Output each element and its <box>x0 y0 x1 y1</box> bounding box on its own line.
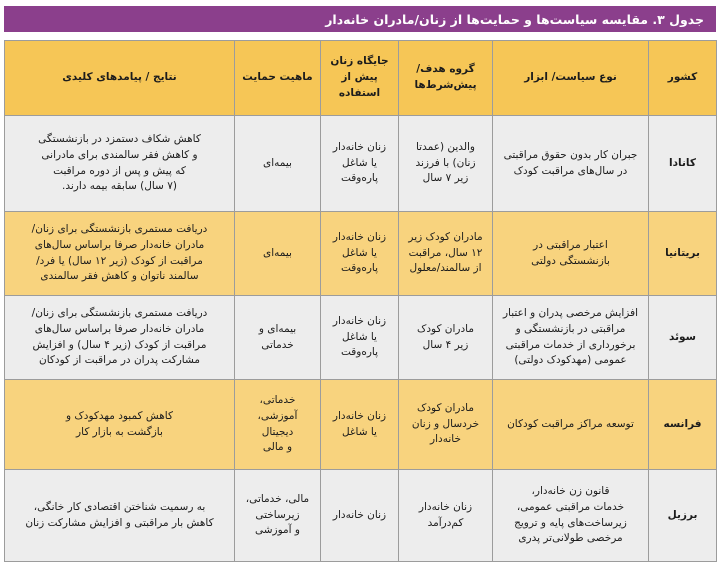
status-cell: زنان خانه‌دار یا شاغل پاره‌وقت <box>321 116 399 212</box>
outcome-cell: به رسمیت شناختن اقتصادی کار خانگی، کاهش بار مراقبتی و افزایش مشارکت زنان <box>5 470 235 562</box>
target-cell: والدین (عمدتا زنان) با فرزند زیر ۷ سال <box>399 116 493 212</box>
status-cell: زنان خانه‌دار <box>321 470 399 562</box>
policy-cell: قانون زن خانه‌دار، خدمات مراقبتی عمومی، زیرساخت‌های پایه و ترویج مرخصی طولانی‌تر پدری <box>493 470 649 562</box>
header-outcome: نتایج / پیامدهای کلیدی <box>5 41 235 116</box>
outcome-cell: کاهش کمبود مهدکودک و بازگشت به بازار کار <box>5 380 235 470</box>
country-cell: فرانسه <box>649 380 717 470</box>
header-status: جایگاه زنان پیش از استفاده <box>321 41 399 116</box>
target-cell: مادران کودک خردسال و زنان خانه‌دار <box>399 380 493 470</box>
nature-cell: خدماتی، آموزشی، دیجیتال و مالی <box>235 380 321 470</box>
header-country: کشور <box>649 41 717 116</box>
country-cell: برزیل <box>649 470 717 562</box>
header-policy: نوع سیاست/ ابزار <box>493 41 649 116</box>
status-cell: زنان خانه‌دار یا شاغل <box>321 380 399 470</box>
table-title: جدول ۳. مقایسه سیاست‌ها و حمایت‌ها از زنان/مادران خانه‌دار <box>4 6 716 32</box>
policy-cell: افزایش مرخصی پدران و اعتبار مراقبتی در بازنشستگی و برخورداری از خدمات مراقبتی عمومی (مهدکودک دولتی) <box>493 296 649 380</box>
nature-cell: بیمه‌ای و خدماتی <box>235 296 321 380</box>
outcome-cell: دریافت مستمری بازنشستگی برای زنان/ مادران خانه‌دار صرفا براساس سال‌های مراقبت از کودک (زیر ۱۲ سال) یا فرد/ سالمند ناتوان و کاهش فقر سالمندی <box>5 212 235 296</box>
target-cell: زنان خانه‌دار کم‌درآمد <box>399 470 493 562</box>
header-target: گروه هدف/ پیش‌شرط‌ها <box>399 41 493 116</box>
nature-cell: مالی، خدماتی، زیرساختی و آموزشی <box>235 470 321 562</box>
country-cell: کانادا <box>649 116 717 212</box>
table-row <box>5 116 717 212</box>
status-cell: زنان خانه‌دار یا شاغل پاره‌وقت <box>321 296 399 380</box>
status-cell: زنان خانه‌دار یا شاغل پاره‌وقت <box>321 212 399 296</box>
country-cell: بریتانیا <box>649 212 717 296</box>
header-row <box>5 41 717 116</box>
policy-cell: اعتبار مراقبتی در بازنشستگی دولتی <box>493 212 649 296</box>
country-cell: سوئد <box>649 296 717 380</box>
target-cell: مادران کودک زیر ۱۲ سال، مراقبت از سالمند/معلول <box>399 212 493 296</box>
table-row <box>5 212 717 296</box>
nature-cell: بیمه‌ای <box>235 212 321 296</box>
table-row <box>5 380 717 470</box>
table-row <box>5 296 717 380</box>
target-cell: مادران کودک زیر ۴ سال <box>399 296 493 380</box>
outcome-cell: کاهش شکاف دستمزد در بازنشستگی و کاهش فقر سالمندی برای مادرانی که پیش‌ ‌و پس از دوره مراقبت (۷ سال) سابقه بیمه دارند. <box>5 116 235 212</box>
header-nature: ماهیت حمایت <box>235 41 321 116</box>
policy-comparison-table <box>4 40 717 562</box>
policy-cell: توسعه مراکز مراقبت کودکان <box>493 380 649 470</box>
outcome-cell: دریافت مستمری بازنشستگی برای زنان/ مادران خانه‌دار صرفا براساس سال‌های مراقبت از کودک (زیر ۴ سال) و افزایش مشارکت پدران در مراقبت از کودکان <box>5 296 235 380</box>
policy-cell: جبران کار بدون حقوق مراقبتی در سال‌های مراقبت کودک <box>493 116 649 212</box>
table-row <box>5 470 717 562</box>
nature-cell: بیمه‌ای <box>235 116 321 212</box>
